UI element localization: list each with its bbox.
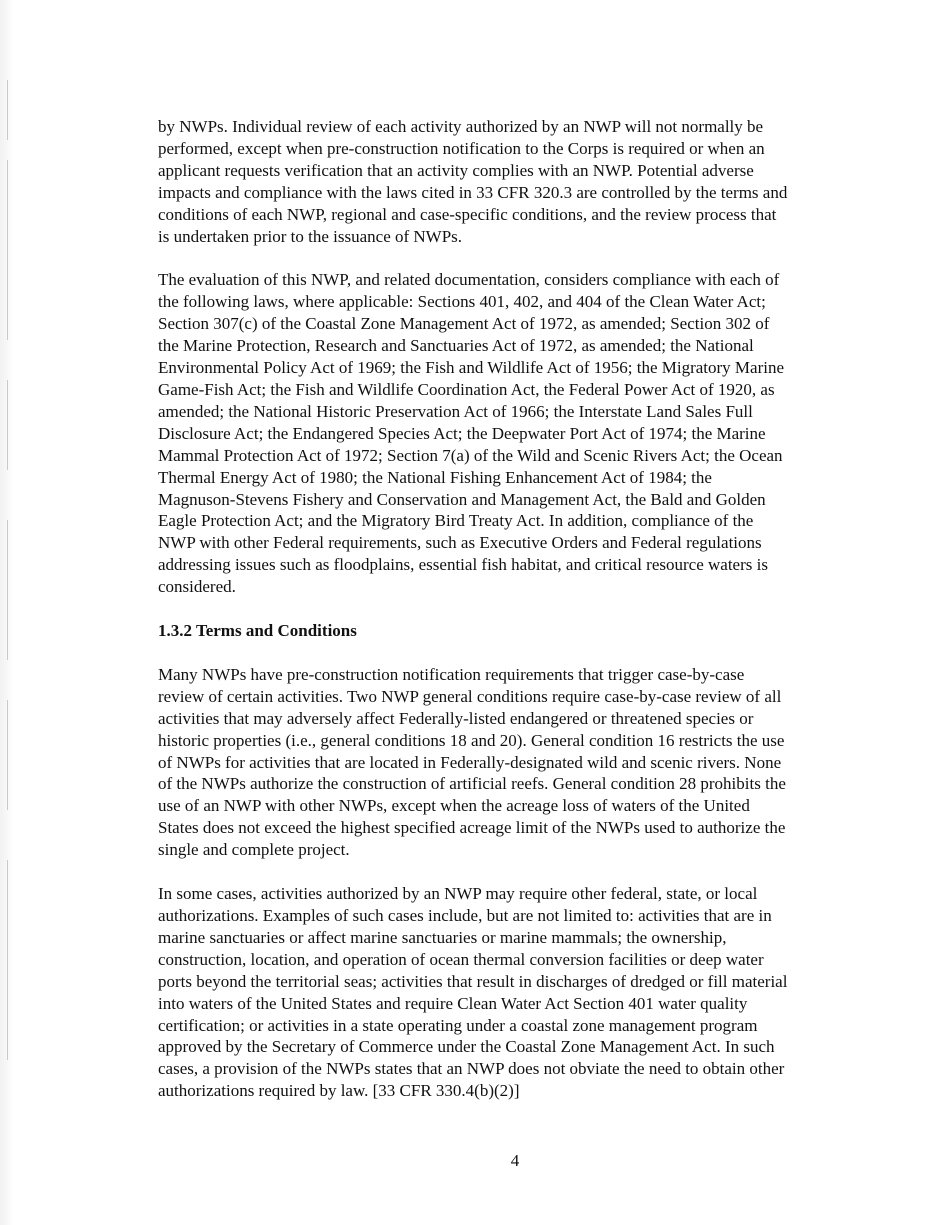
paragraph-line: Many NWPs have pre-construction notification requirements that trigger case-by-case: [158, 664, 745, 684]
scan-binding-edge: [0, 0, 14, 1225]
paragraph-line: certification; or activities in a state operating under a coastal zone management program: [158, 1015, 758, 1035]
paragraph-line: applicant requests verification that an activity complies with an NWP. Potential adverse: [158, 160, 754, 180]
paragraph-line: NWP with other Federal requirements, such as Executive Orders and Federal regulations: [158, 533, 762, 553]
paragraph-line: Game-Fish Act; the Fish and Wildlife Coordination Act, the Federal Power Act of 1920, as: [158, 379, 775, 399]
paragraph-line: The evaluation of this NWP, and related documentation, considers compliance with each of: [158, 270, 780, 290]
paragraph-line: Section 307(c) of the Coastal Zone Management Act of 1972, as amended; Section 302 of: [158, 314, 770, 334]
paragraph-line: by NWPs. Individual review of each activity authorized by an NWP will not normally be: [158, 117, 764, 136]
paragraph-line: performed, except when pre-construction notification to the Corps is required or when an: [158, 138, 765, 158]
paragraph-line: considered.: [158, 577, 236, 597]
paragraph-line: Disclosure Act; the Endangered Species Act; the Deepwater Port Act of 1974; the Marine: [158, 423, 766, 443]
paragraph-line: ports beyond the territorial seas; activities that result in discharges of dredged or fill material: [158, 971, 788, 991]
paragraph-line: conditions of each NWP, regional and case-specific conditions, and the review process that: [158, 204, 777, 224]
paragraph-line: the following laws, where applicable: Sections 401, 402, and 404 of the Clean Water Act;: [158, 292, 766, 312]
paragraph-line: cases, a provision of the NWPs states that an NWP does not obviate the need to obtain other: [158, 1059, 785, 1079]
paragraph-line: impacts and compliance with the laws cited in 33 CFR 320.3 are controlled by the terms and: [158, 182, 788, 202]
body-paragraph-4: [158, 883, 848, 1102]
paragraph-line: authorizations required by law. [33 CFR 330.4(b)(2)]: [158, 1081, 520, 1101]
paragraph-line: approved by the Secretary of Commerce under the Coastal Zone Management Act. In such: [158, 1037, 775, 1057]
body-paragraph-3: [158, 664, 848, 861]
body-paragraph-2: [158, 269, 848, 598]
paragraph-line: of NWPs for activities that are located in Federally-designated wild and scenic rivers. None: [158, 752, 782, 772]
document-body: [158, 116, 848, 1102]
paragraph-line: single and complete project.: [158, 840, 350, 860]
paragraph-line: Thermal Energy Act of 1980; the National Fishing Enhancement Act of 1984; the: [158, 467, 712, 487]
paragraph-line: construction, location, and operation of ocean thermal conversion facilities or deep water: [158, 949, 764, 969]
paragraph-line: Mammal Protection Act of 1972; Section 7(a) of the Wild and Scenic Rivers Act; the Ocean: [158, 445, 783, 465]
section-heading: 1.3.2 Terms and Conditions: [158, 621, 357, 641]
paragraph-line: marine sanctuaries or affect marine sanctuaries or marine mammals; the ownership,: [158, 927, 727, 947]
paragraph-line: historic properties (i.e., general conditions 18 and 20). General condition 16 restricts the use: [158, 730, 785, 750]
paragraph-line: In some cases, activities authorized by an NWP may require other federal, state, or local: [158, 884, 758, 904]
paragraph-line: Eagle Protection Act; and the Migratory Bird Treaty Act. In addition, compliance of the: [158, 511, 754, 531]
paragraph-line: States does not exceed the highest specified acreage limit of the NWPs used to authorize the: [158, 818, 786, 838]
paragraph-line: use of an NWP with other NWPs, except when the acreage loss of waters of the United: [158, 796, 750, 816]
paragraph-line: Magnuson-Stevens Fishery and Conservation and Management Act, the Bald and Golden: [158, 489, 766, 509]
paragraph-line: Environmental Policy Act of 1969; the Fish and Wildlife Act of 1956; the Migratory Marine: [158, 358, 785, 378]
paragraph-line: of the NWPs authorize the construction of artificial reefs. General condition 28 prohibits the: [158, 774, 786, 794]
paragraph-line: is undertaken prior to the issuance of NWPs.: [158, 226, 463, 246]
paragraph-line: into waters of the United States and require Clean Water Act Section 401 water quality: [158, 993, 748, 1013]
paragraph-line: addressing issues such as floodplains, essential fish habitat, and critical resource waters is: [158, 555, 768, 575]
page-number: 4: [510, 1151, 520, 1170]
paragraph-line: amended; the National Historic Preservation Act of 1966; the Interstate Land Sales Full: [158, 401, 753, 421]
paragraph-line: activities that may adversely affect Federally-listed endangered or threatened species or: [158, 708, 754, 728]
paragraph-line: the Marine Protection, Research and Sanctuaries Act of 1972, as amended; the National: [158, 336, 754, 356]
paragraph-line: review of certain activities. Two NWP general conditions require case-by-case review of all: [158, 686, 782, 706]
body-paragraph-1: [158, 116, 848, 247]
paragraph-line: authorizations. Examples of such cases include, but are not limited to: activities that are in: [158, 906, 772, 925]
